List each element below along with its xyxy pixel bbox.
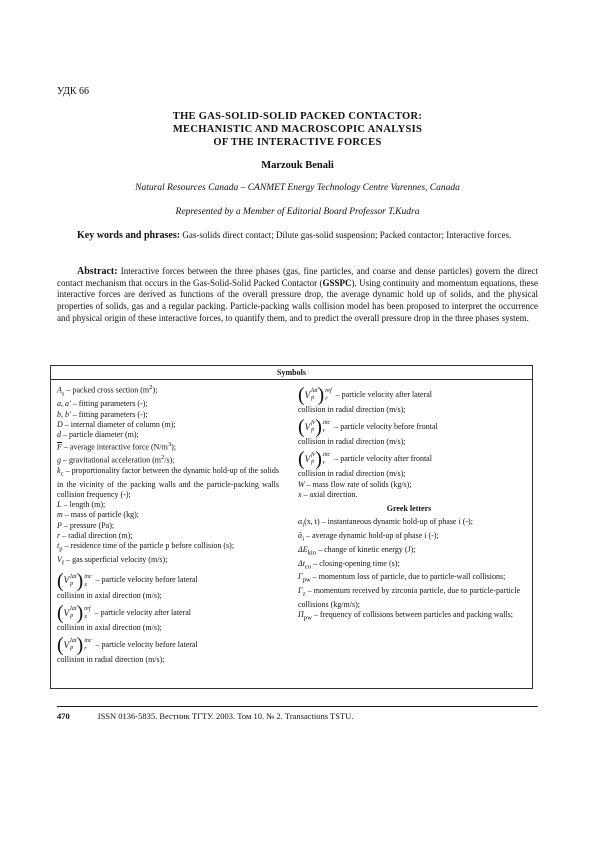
velocity-outer-sub: x xyxy=(84,581,87,588)
velocity-line xyxy=(57,571,279,591)
symbol-entry xyxy=(57,440,279,453)
symbols-right-column xyxy=(298,383,520,624)
abstract-label: Abstract: xyxy=(77,266,118,277)
symbol-definition-tail: ); xyxy=(152,385,158,395)
velocity-line xyxy=(298,385,520,405)
symbol-entry xyxy=(57,531,279,541)
symbol-entry xyxy=(298,559,520,573)
symbol: W xyxy=(298,479,305,489)
symbol-definition: – average dynamic hold-up of phase i (-); xyxy=(304,531,439,541)
symbol-entry xyxy=(298,480,520,490)
velocity-sup: lat xyxy=(70,638,77,644)
velocity-outer-sub: r xyxy=(322,428,326,435)
abstract-text: Interactive forces between the three phases (gas, fine particles, and coarse and dense particles) govern the direct contact mechanism that occurs in the Gas-Solid-Solid Packed Contactor ( xyxy=(57,266,538,288)
symbol-definition: – gravitational acceleration (m xyxy=(61,455,161,465)
title-line: THE GAS-SOLID-SOLID PACKED CONTACTOR: xyxy=(172,111,423,122)
symbol: Π xyxy=(298,610,304,620)
symbol-definition-tail: ); xyxy=(171,442,177,452)
symbol: P xyxy=(57,520,62,530)
unit-exponent: 2 xyxy=(149,384,153,391)
symbol: d xyxy=(57,430,61,440)
velocity-outer-sup: ref xyxy=(325,388,332,394)
velocity-line xyxy=(298,417,520,437)
symbol-entry xyxy=(298,490,520,500)
symbol-definition: – frequency of collisions between particles and packing walls; xyxy=(311,610,513,620)
close-paren: ) xyxy=(76,634,84,656)
author-name: Marzouk Benali xyxy=(261,160,334,171)
symbol-entry xyxy=(298,586,520,610)
symbol-entry xyxy=(57,521,279,531)
velocity-base: V xyxy=(304,389,311,400)
symbol: L xyxy=(57,500,62,510)
velocity-line xyxy=(298,449,520,469)
velocity-outer-sub: x xyxy=(84,613,87,620)
symbol-entry xyxy=(57,500,279,510)
symbol: $\overline{F}$ xyxy=(57,442,62,452)
symbol-definition: – residence time of the particle p before collision (s); xyxy=(62,541,235,550)
symbol-entry xyxy=(57,555,279,569)
symbol-subscript: co xyxy=(304,563,312,571)
symbol-entry xyxy=(57,466,279,500)
symbol-definition: – momentum received by zirconia particle, due to particle-particle collisions (kg/m/s); xyxy=(298,586,520,609)
symbols-box xyxy=(50,365,533,689)
page-number: 470 xyxy=(57,711,70,721)
velocity-symbol-entry xyxy=(298,385,520,415)
velocity-symbol xyxy=(298,417,330,437)
velocity-outer-indices xyxy=(84,637,91,653)
symbol-entry xyxy=(57,510,279,520)
velocity-outer-sup: inc xyxy=(322,420,331,427)
symbol: g xyxy=(57,455,61,465)
velocity-definition: – particle velocity before lateral xyxy=(95,639,198,649)
velocity-definition-cont: collision in axial direction (m/s); xyxy=(57,622,162,632)
abstract-text: ). Using continuity and momentum equations, these interactive forces are derived as functions of the overall pressure drop, the average dynamic hold up of solids, and the physical properties of solids, gas and a regular packing. Particle-packing walls collision model has been proposed to interpret the occurrence and physical origin of these interactive forces, to quantify them, and to predict the overall pressure drop in the three phases system. xyxy=(57,277,538,323)
open-paren: ( xyxy=(298,448,305,471)
velocity-outer-sub: r xyxy=(84,646,87,652)
velocity-outer-indices xyxy=(323,451,330,467)
velocity-symbol-entry xyxy=(57,603,279,633)
velocity-line xyxy=(57,603,279,623)
velocity-symbol xyxy=(57,603,91,623)
velocity-definition-cont: collision in radial direction (m/s); xyxy=(298,469,406,479)
velocity-symbol-entry xyxy=(57,635,279,665)
symbol-definition: – average interactive force (N/m xyxy=(61,442,168,452)
symbol-definition: – closing-opening time (s); xyxy=(311,558,400,568)
velocity-outer-indices xyxy=(323,419,330,435)
symbol-entry xyxy=(57,453,279,466)
symbol-definition: – internal diameter of column (m); xyxy=(62,419,176,429)
velocity-symbol-entry xyxy=(298,449,520,479)
symbol: r xyxy=(57,530,61,540)
open-paren: ( xyxy=(57,601,64,624)
symbol-entry xyxy=(298,610,520,624)
symbol-entry xyxy=(57,399,279,409)
close-paren: ) xyxy=(315,448,322,471)
symbol: Γ xyxy=(298,586,303,596)
symbol-subscript: z xyxy=(302,590,306,598)
symbol-subscript: pw xyxy=(303,614,312,622)
represented-by: Represented by a Member of Editorial Board Professor T.Kudra xyxy=(175,207,420,217)
velocity-line xyxy=(57,635,279,655)
velocity-base: V xyxy=(63,639,70,650)
abstract-paragraph xyxy=(57,266,538,325)
symbol: b, b' xyxy=(57,409,71,419)
velocity-base: V xyxy=(63,607,70,618)
velocity-sup: lat xyxy=(311,388,318,394)
symbol: α xyxy=(298,517,303,527)
velocity-definition: – particle velocity after frontal xyxy=(334,454,432,464)
symbol: x xyxy=(298,489,302,499)
symbol-argument: (x, t) xyxy=(304,517,320,527)
symbol: k xyxy=(57,465,61,475)
open-paren: ( xyxy=(57,634,64,656)
symbol: t xyxy=(57,541,60,550)
symbol-definition: – instantaneous dynamic hold-up of phase i (-); xyxy=(319,517,473,527)
velocity-sup: fr xyxy=(311,452,316,459)
velocity-sub: p xyxy=(70,612,74,619)
velocity-symbol xyxy=(57,635,92,655)
symbol-definition: – mass of particle (kg); xyxy=(62,510,139,520)
open-paren: ( xyxy=(298,384,305,406)
keywords-paragraph xyxy=(57,230,538,242)
unit-exponent: 3 xyxy=(167,441,172,449)
velocity-outer-indices xyxy=(325,387,331,403)
symbol: ΔE xyxy=(298,544,308,554)
symbols-heading: Symbols xyxy=(277,368,306,377)
symbol: m xyxy=(57,510,63,520)
symbol-subscript: kin xyxy=(307,549,317,557)
velocity-sub: p xyxy=(70,645,74,651)
symbol-definition: – length (m); xyxy=(61,500,106,510)
symbol-definition: – fitting parameters (-); xyxy=(70,399,148,409)
symbol-definition: – packed cross section (m xyxy=(64,385,150,395)
symbol-definition: – momentum loss of particle, due to particle-wall collisions; xyxy=(310,572,506,582)
symbol-entry xyxy=(298,572,520,586)
close-paren: ) xyxy=(76,569,84,592)
symbol-entry xyxy=(57,420,279,430)
author-affiliation: Natural Resources Canada – CANMET Energy Technology Centre Varennes, Canada xyxy=(135,183,460,193)
symbol-definition: – proportionality factor between the dynamic hold-up of the solids in the vicinity of the packing walls and the particle-packing walls collision frequency (-); xyxy=(57,465,279,499)
velocity-outer-indices xyxy=(84,605,90,621)
velocity-base: V xyxy=(304,454,311,465)
symbols-left-column xyxy=(57,383,279,665)
symbol: Γ xyxy=(298,572,303,582)
close-paren: ) xyxy=(76,601,84,624)
symbol-definition: – radial direction (m); xyxy=(60,530,133,540)
velocity-outer-sup: inc xyxy=(84,638,92,644)
symbol-definition: – fitting parameters (-); xyxy=(70,409,148,419)
symbol-definition: – axial direction. xyxy=(301,489,358,499)
velocity-sub: p xyxy=(311,427,315,434)
page-footer xyxy=(57,711,353,721)
velocity-symbol xyxy=(298,449,330,469)
journal-citation: ISSN 0136-5835. Вестник ТГТУ. 2003. Том 10. № 2. Transactions TSTU. xyxy=(97,711,354,721)
symbol-subscript: s xyxy=(61,390,65,398)
paper-title xyxy=(57,110,538,149)
udc-code: УДК 66 xyxy=(57,86,90,97)
greek-letters-heading: Greek letters xyxy=(386,504,432,514)
velocity-symbol xyxy=(298,385,332,405)
velocity-symbol xyxy=(57,571,92,591)
footer-divider xyxy=(57,706,538,707)
unit-exponent: 2 xyxy=(160,454,165,462)
velocity-sup: lat xyxy=(70,573,77,580)
velocity-definition: – particle velocity after lateral xyxy=(335,389,433,399)
keywords-label: Key words and phrases: xyxy=(77,230,181,241)
symbol-entry xyxy=(57,383,279,399)
symbol-definition: – pressure (Pa); xyxy=(61,520,115,530)
symbol-definition: – gas superficial velocity (m/s); xyxy=(64,554,168,564)
velocity-definition-cont: collision in radial direction (m/s); xyxy=(57,655,165,664)
symbol-subscript: i xyxy=(302,535,305,543)
velocity-base: V xyxy=(63,575,70,586)
velocity-outer-sup: inc xyxy=(322,452,331,459)
velocity-symbol-entry xyxy=(57,571,279,601)
symbol: Δt xyxy=(298,558,305,568)
symbol-subscript: c xyxy=(60,470,64,478)
symbol-entry xyxy=(57,430,279,440)
velocity-sub: p xyxy=(311,459,315,466)
velocity-sub: p xyxy=(70,580,74,587)
open-paren: ( xyxy=(298,416,305,439)
velocity-base: V xyxy=(304,422,311,433)
symbol: a, a' xyxy=(57,399,71,409)
close-paren: ) xyxy=(317,384,325,406)
symbol-subscript: pw xyxy=(302,577,311,584)
title-line: MECHANISTIC AND MACROSCOPIC ANALYSIS xyxy=(172,124,423,135)
velocity-definition: – particle velocity before frontal xyxy=(334,422,438,432)
velocity-definition: – particle velocity after lateral xyxy=(94,607,192,617)
velocity-definition-cont: collision in radial direction (m/s); xyxy=(298,437,406,447)
symbol-entry xyxy=(298,545,520,559)
abstract-acronym: GSSPC xyxy=(322,277,352,288)
velocity-outer-sup: inc xyxy=(84,573,92,580)
symbol-subscript: i xyxy=(302,521,305,529)
symbol-definition: – mass flow rate of solids (kg/s); xyxy=(304,479,412,489)
velocity-sup: lat xyxy=(70,605,77,612)
symbol-entry xyxy=(57,410,279,420)
velocity-outer-sub: r xyxy=(322,460,326,467)
symbol-definition-tail: /s); xyxy=(164,455,175,465)
symbol-definition: – change of kinetic energy (J); xyxy=(316,544,416,554)
symbol: A xyxy=(57,385,62,395)
close-paren: ) xyxy=(315,416,322,439)
velocity-outer-sub: r xyxy=(325,396,328,402)
title-line: OF THE INTERACTIVE FORCES xyxy=(213,137,382,148)
symbol-subscript: p xyxy=(59,545,63,553)
velocity-symbol-entry xyxy=(298,417,520,447)
velocity-sub: p xyxy=(311,395,315,401)
symbol: ᾱ xyxy=(298,531,303,541)
symbol: V xyxy=(57,554,62,564)
open-paren: ( xyxy=(57,569,64,592)
symbol: D xyxy=(57,419,63,429)
velocity-outer-sup: ref xyxy=(84,605,91,612)
symbol-subscript: f xyxy=(61,559,65,567)
keywords-text: Gas-solids direct contact; Dilute gas-solid suspension; Packed contactor; Interactive forces. xyxy=(180,230,512,240)
symbol-entry xyxy=(57,541,279,555)
symbol-entry xyxy=(298,531,520,545)
velocity-definition-cont: collision in axial direction (m/s); xyxy=(57,590,162,600)
symbol-definition: – particle diameter (m); xyxy=(61,430,139,440)
symbol-entry xyxy=(298,517,520,531)
symbols-divider xyxy=(51,379,532,380)
velocity-definition-cont: collision in radial direction (m/s); xyxy=(298,405,406,414)
velocity-definition: – particle velocity before lateral xyxy=(95,575,198,585)
velocity-outer-indices xyxy=(84,573,91,589)
velocity-sup: fr xyxy=(311,420,316,427)
